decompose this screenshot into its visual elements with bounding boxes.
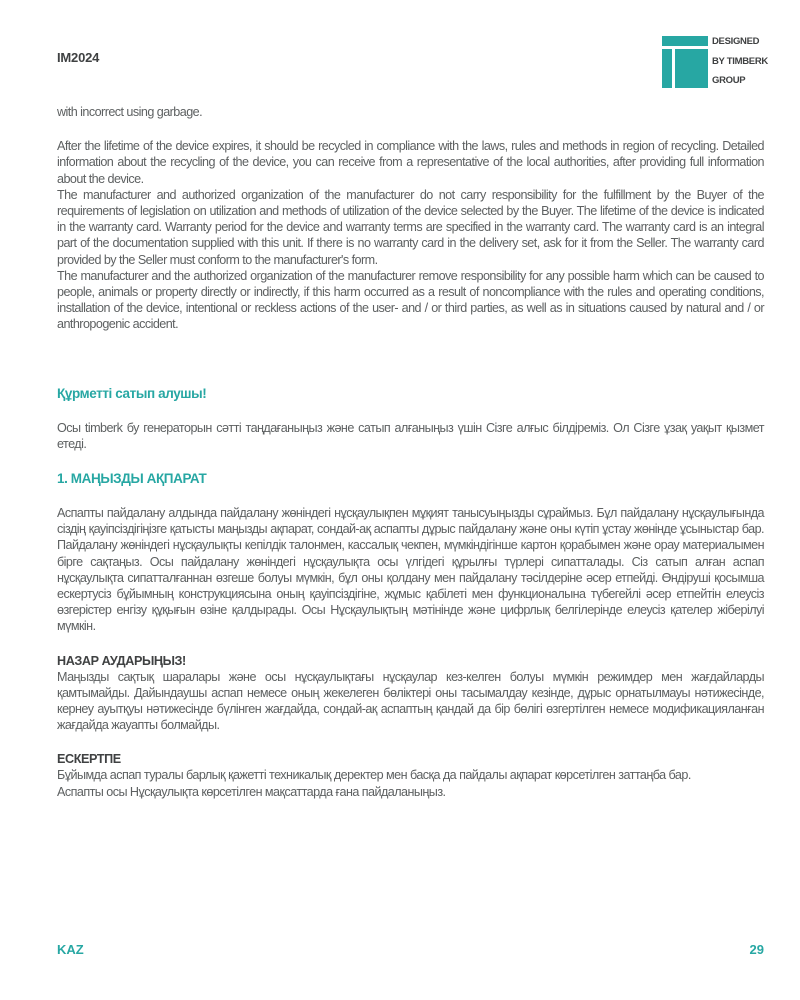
intro-paragraph: Осы timberk бу генераторын сәтті таңдағаныңыз және сатып алғаныңыз үшін Сізге алғыс білдіреміз. Ол Сізге ұзақ уақыт қызмет етеді. <box>57 420 764 451</box>
section-1-paragraph: Аспапты пайдалану алдында пайдалану жөніндегі нұсқаулықпен мұқият танысуыңызды сұраймыз. Бұл пайдалану нұсқаулығында сіздің қауіпсіздігіңізге қатысты маңызды ақпарат, сондай-ақ аспапты дұрыс пайдалану және оны күтіп ұстау жөнінде ұсыныстар бар. Пайдалану жөніндегі нұсқаулықты кепілдік талонмен, кассалық чекпен, мүмкіндігінше картон қорабымен және орау материалымен бірге сақтаңыз. Осы пайдалану жөніндегі нұсқаулықта осы үлгідегі құрылғы түрлері сипатталады. Сіз сатып алған аспап нұсқаулықта сипатталғаннан өзгеше болуы мүмкін, бұл оны қолдану мен пайдалану тәсілдеріне әсер етпейді. Өндіруші қосымша ескертусіз бұйымның конструкциясына оның қауіпсіздігіне, жұмыс қабілеті мен функционалына түбегейлі әсер етпейтін елеусіз өзгерістер енгізу құқығын өзіне қалдырады. Осы Нұсқаулықтың мәтінінде және цифрлық белгілерінде елеусіз қателер жіберілуі мүмкін. <box>57 506 764 634</box>
note-line-1: Бұйымда аспап туралы барлық қажетті техникалық деректер мен басқа да пайдалы ақпарат көрсетілген заттаңба бар. <box>57 768 691 783</box>
attention-heading: НАЗАР АУДАРЫҢЫЗ! <box>57 653 186 668</box>
note-heading: ЕСКЕРТПЕ <box>57 752 121 767</box>
greeting-heading: Құрметті сатып алушы! <box>57 385 207 401</box>
page-body <box>57 104 764 800</box>
language-label: KAZ <box>57 942 84 957</box>
logo-text-line3: GROUP <box>712 75 746 86</box>
english-paragraph-2: After the lifetime of the device expires, it should be recycled in compliance with the laws, rules and methods in region of recycling. Detailed information about the recycling of the device, you can receive from a representative of the local authorities, after providing full information about the device. <box>57 139 764 186</box>
attention-paragraph: Маңызды сақтық шаралары және осы нұсқаулықтағы нұсқаулар кез-келген болуы мүмкін режимдер мен жағдайларды қамтымайды. Дайындаушы аспап немесе оның жекелеген бөліктері оны тасымалдау кезінде, дұрыс орнатылмауы нәтижесінде, кернеу ауытқуы нәтижесінде бүлінген жағдайда, сондай-ақ аспаптың қандай да бір бөлігі өзгертілген немесе модификацияланған жағдайда жауапты болмайды. <box>57 669 764 733</box>
english-paragraph-3: The manufacturer and authorized organization of the manufacturer do not carry responsibility for the fulfillment by the Buyer of the requirements of legislation on utilization and methods of utilization of the device selected by the Buyer. The lifetime of the device is indicated in the warranty card. Warranty period for the device and warranty terms are specified in the warranty card. The warranty card is an integral part of the documentation supplied with this unit. If there is no warranty card in the delivery set, ask for it from the Seller. The warranty card provided by the Seller must conform to the manufacturer's form. <box>57 187 764 267</box>
brand-logo <box>662 36 772 88</box>
note-line-2: Аспапты осы Нұсқаулықта көрсетілген мақсаттарда ғана пайдаланыңыз. <box>57 784 446 799</box>
model-number: IM2024 <box>57 50 100 65</box>
english-paragraph-4: The manufacturer and the authorized organization of the manufacturer remove responsibility for any possible harm which can be caused to people, animals or property directly or indirectly, if this harm occurred as a result of noncompliance with the rules and operating conditions, installation of the device, intentional or reckless actions of the user- and / or third parties, as well as in situations caused by natural and / or anthropogenic accident. <box>57 268 764 332</box>
section-1-heading: 1. МАҢЫЗДЫ АҚПАРАТ <box>57 471 207 487</box>
logo-bar-mark <box>662 36 708 46</box>
page-number: 29 <box>749 942 764 957</box>
logo-block-mark <box>662 49 672 88</box>
logo-block-mark-2 <box>675 49 708 88</box>
logo-text-line1: DESIGNED <box>712 36 760 47</box>
logo-text-line2: BY TIMBERK <box>712 56 768 67</box>
english-paragraph-1: with incorrect using garbage. <box>57 105 203 119</box>
